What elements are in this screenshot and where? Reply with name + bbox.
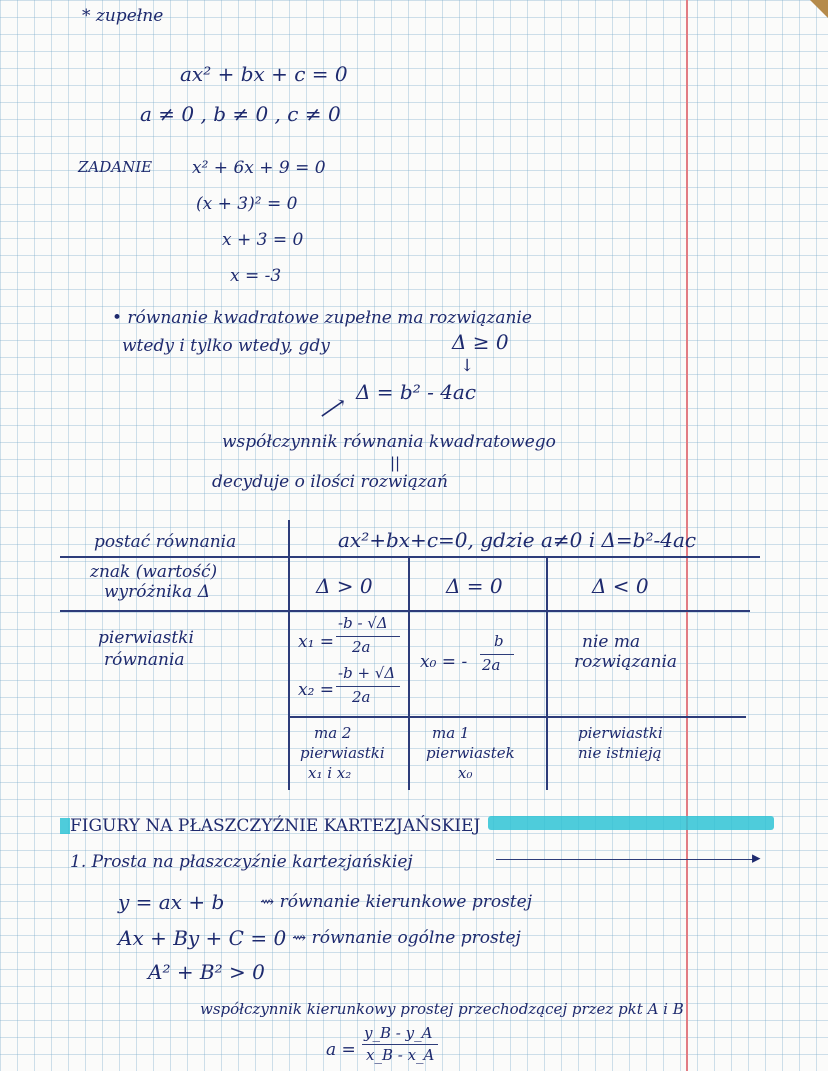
task-step-1: x² + 6x + 9 = 0 bbox=[192, 158, 326, 178]
table-row3-label-2: równania bbox=[104, 650, 185, 670]
equation-general: Ax + By + C = 0 bbox=[118, 926, 287, 950]
x1-numerator: -b - √Δ bbox=[338, 614, 388, 632]
cond-gt: Δ > 0 bbox=[316, 574, 373, 598]
table-row2-label-2: wyróżnika Δ bbox=[104, 582, 210, 602]
cond-eq: Δ = 0 bbox=[446, 574, 503, 598]
task-label: ZADANIE bbox=[78, 158, 153, 176]
equals-sign: || bbox=[390, 454, 401, 472]
slope-numerator: y_B - y_A bbox=[364, 1024, 433, 1042]
x2-denominator: 2a bbox=[352, 688, 371, 706]
equation-direct: y = ax + b bbox=[118, 890, 225, 914]
x0-denominator: 2a bbox=[482, 656, 501, 674]
conditions: a ≠ 0 , b ≠ 0 , c ≠ 0 bbox=[140, 102, 341, 126]
section-item-1: 1. Prosta na płaszczyźnie kartezjańskiej bbox=[70, 852, 413, 872]
slope-denominator: x_B - x_A bbox=[366, 1046, 435, 1064]
heading-highlight-left bbox=[60, 818, 70, 834]
slope-prefix: a = bbox=[326, 1040, 356, 1060]
gt-desc-2: pierwiastki bbox=[300, 744, 385, 762]
x2-numerator: -b + √Δ bbox=[338, 664, 396, 682]
no-solution-2: rozwiązania bbox=[574, 652, 678, 672]
rule-line-2: wtedy i tylko wtedy, gdy bbox=[122, 336, 330, 356]
equation-general-desc: ⇝ równanie ogólne prostej bbox=[292, 928, 521, 948]
eq-desc-2: pierwiastek bbox=[426, 744, 515, 762]
task-step-4: x = -3 bbox=[230, 266, 282, 286]
table-row2-label-1: znak (wartość) bbox=[90, 562, 218, 582]
lt-desc-1: pierwiastki bbox=[578, 724, 663, 742]
cond-lt: Δ < 0 bbox=[592, 574, 649, 598]
delta-definition: Δ = b² - 4ac bbox=[356, 380, 477, 404]
delta-condition: Δ ≥ 0 bbox=[452, 330, 509, 354]
equation-direct-desc: ⇝ równanie kierunkowe prostej bbox=[260, 892, 532, 912]
x1-denominator: 2a bbox=[352, 638, 371, 656]
x0-numerator: b bbox=[494, 632, 504, 650]
slope-description: współczynnik kierunkowy prostej przechodzącej przez pkt A i B bbox=[200, 1000, 684, 1018]
down-arrow-icon: ↓ bbox=[460, 356, 475, 376]
lt-desc-2: nie istnieją bbox=[578, 744, 662, 762]
gt-desc-3: x₁ i x₂ bbox=[308, 764, 352, 782]
task-step-3: x + 3 = 0 bbox=[222, 230, 304, 250]
gt-desc-1: ma 2 bbox=[314, 724, 352, 742]
decides-line: decyduje o ilości rozwiązań bbox=[212, 472, 448, 492]
eq-desc-3: x₀ bbox=[458, 764, 473, 782]
diagonal-arrow-icon: ⟶ bbox=[313, 389, 351, 427]
x0-prefix: x₀ = - bbox=[420, 652, 468, 672]
header-note: * zupełne bbox=[82, 6, 164, 26]
x2-prefix: x₂ = bbox=[298, 680, 335, 700]
heading-highlight bbox=[488, 816, 774, 830]
general-condition: A² + B² > 0 bbox=[148, 960, 265, 984]
section-heading: FIGURY NA PŁASZCZYŹNIE KARTEZJAŃSKIEJ bbox=[70, 816, 481, 836]
eq-desc-1: ma 1 bbox=[432, 724, 470, 742]
x1-prefix: x₁ = bbox=[298, 632, 335, 652]
page-corner bbox=[810, 0, 828, 18]
coefficient-line: współczynnik równania kwadratowego bbox=[222, 432, 556, 452]
no-solution-1: nie ma bbox=[582, 632, 641, 652]
table-row1-label: postać równania bbox=[94, 532, 237, 552]
table-row3-label-1: pierwiastki bbox=[98, 628, 194, 648]
task-step-2: (x + 3)² = 0 bbox=[196, 194, 298, 214]
right-arrow-icon: ▸ bbox=[752, 848, 761, 868]
rule-line-1: • równanie kwadratowe zupełne ma rozwiązanie bbox=[112, 308, 532, 328]
table-row1-value: ax²+bx+c=0, gdzie a≠0 i Δ=b²-4ac bbox=[338, 528, 697, 552]
general-equation: ax² + bx + c = 0 bbox=[180, 62, 348, 86]
